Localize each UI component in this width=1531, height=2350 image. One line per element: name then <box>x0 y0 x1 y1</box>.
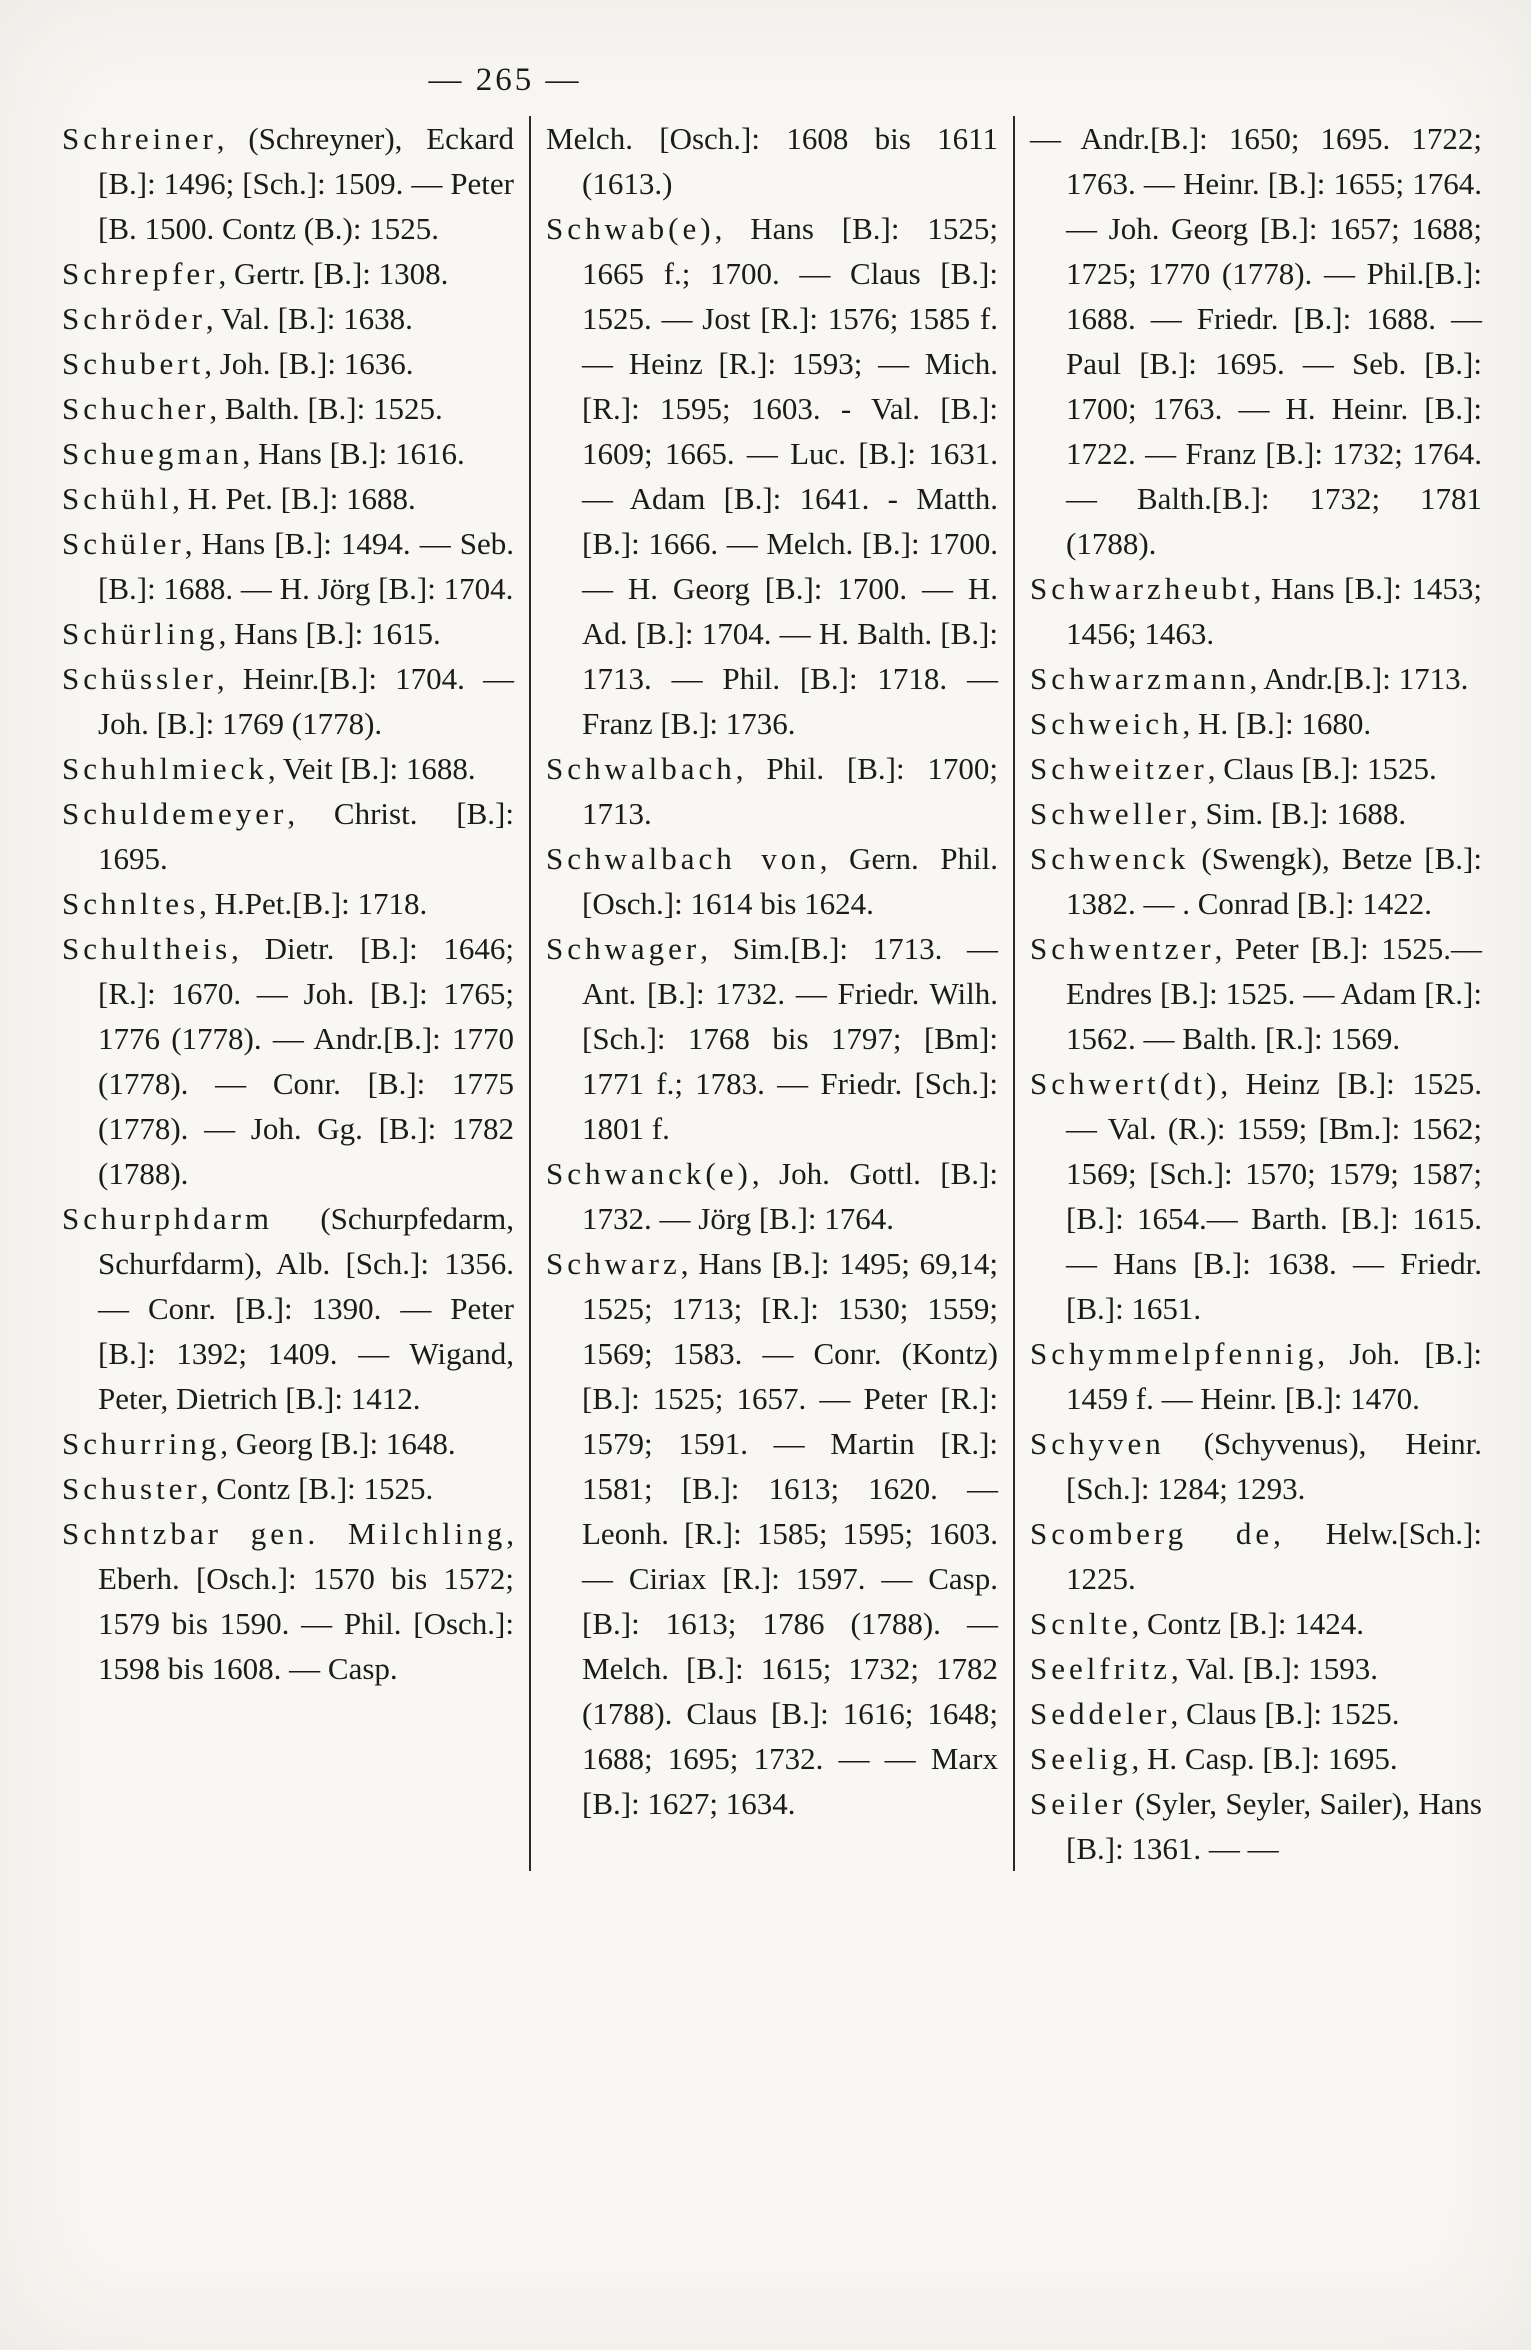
entry-text: Melch. [Osch.]: 1608 bis 1611 (1613.) <box>546 121 998 201</box>
entry-text: , Andr.[B.]: 1713. <box>1249 661 1469 696</box>
entry-surname: Schrepfer <box>62 256 219 291</box>
directory-entry <box>62 251 514 296</box>
directory-entry <box>1030 746 1482 791</box>
entry-text: , Joh. [B.]: 1459 f. — Heinr. [B.]: 1470. <box>1066 1336 1482 1416</box>
directory-entry <box>1030 566 1482 656</box>
entry-text: , Contz [B.]: 1424. <box>1131 1606 1364 1641</box>
entry-text: , Sim. [B.]: 1688. <box>1189 796 1407 831</box>
entry-text: , H.Pet.[B.]: 1718. <box>199 886 428 921</box>
entry-surname: Schüssler <box>62 661 217 696</box>
entry-surname: Seddeler <box>1030 1696 1171 1731</box>
directory-entry <box>62 341 514 386</box>
entry-surname: Schweitzer <box>1030 751 1208 786</box>
entry-surname: Schwanck(e) <box>546 1156 752 1191</box>
entry-surname: Schuster <box>62 1471 201 1506</box>
entry-text: , Balth. [B.]: 1525. <box>209 391 443 426</box>
directory-entry <box>62 296 514 341</box>
directory-entry <box>62 476 514 521</box>
column-3 <box>1030 116 1482 1871</box>
directory-entry <box>62 611 514 656</box>
directory-entry <box>1030 926 1482 1061</box>
directory-entry <box>1030 701 1482 746</box>
entry-text: , Heinr.[B.]: 1704. — Joh. [B.]: 1769 (1778). <box>98 661 514 741</box>
entry-text: , Hans [B.]: 1616. <box>242 436 465 471</box>
entry-text: , Georg [B.]: 1648. <box>220 1426 456 1461</box>
entry-text: , Claus [B.]: 1525. <box>1207 751 1437 786</box>
entry-surname: Schwert(dt) <box>1030 1066 1221 1101</box>
entry-surname: Schuldemeyer <box>62 796 288 831</box>
entry-text: , Phil. [B.]: 1700; 1713. <box>582 751 998 831</box>
directory-entry <box>62 791 514 881</box>
entry-surname: Schüler <box>62 526 185 561</box>
entry-text: (Swengk), Betze [B.]: 1382. — . Conrad [B.]: 1422. <box>1066 841 1482 921</box>
entry-surname: Schwager <box>546 931 701 966</box>
directory-entry <box>1030 1646 1482 1691</box>
entry-text: , Hans [B.]: 1615. <box>218 616 441 651</box>
directory-entry <box>62 881 514 926</box>
directory-entry <box>1030 1061 1482 1331</box>
entry-surname: Schubert <box>62 346 205 381</box>
directory-entry <box>546 206 998 746</box>
directory-entry <box>1030 1421 1482 1511</box>
entry-surname: Schurphdarm <box>62 1201 274 1236</box>
entry-surname: Schürling <box>62 616 219 651</box>
entry-surname: Scnlte <box>1030 1606 1132 1641</box>
entry-surname: Seelfritz <box>1030 1651 1172 1686</box>
entry-surname: Schwalbach <box>546 751 736 786</box>
entry-surname: Seiler <box>1030 1786 1127 1821</box>
column-divider-1 <box>529 116 531 1871</box>
entry-text: , Val. [B.]: 1593. <box>1171 1651 1378 1686</box>
directory-entry <box>1030 791 1482 836</box>
entry-surname: Schröder <box>62 301 206 336</box>
entry-surname: Schyven <box>1030 1426 1165 1461</box>
column-1 <box>62 116 514 1871</box>
entry-surname: Schühl <box>62 481 173 516</box>
entry-text: (Schyvenus), Heinr. [Sch.]: 1284; 1293. <box>1066 1426 1482 1506</box>
entry-surname: Schuhlmieck <box>62 751 268 786</box>
entry-surname: Seelig <box>1030 1741 1132 1776</box>
entry-text: , Contz [B.]: 1525. <box>200 1471 434 1506</box>
entry-text: , Heinz [B.]: 1525. — Val. (R.): 1559; [Bm.]: 1562; 1569; [Sch.]: 1570; 1579; 1587; [B.]: 1654.— Barth. [B.]: 1615. — Hans [B.]: 1638. — Friedr. [B.]: 1651. <box>1066 1066 1482 1326</box>
entry-surname: Schreiner <box>62 121 217 156</box>
entry-surname: Schwarz <box>546 1246 681 1281</box>
directory-entry <box>62 1196 514 1421</box>
directory-entry <box>1030 1511 1482 1601</box>
directory-entry <box>1030 116 1482 566</box>
directory-entry <box>1030 1601 1482 1646</box>
directory-entry <box>546 836 998 926</box>
columns-container <box>62 116 1482 1871</box>
entry-surname: Schnltes <box>62 886 200 921</box>
entry-text: , Sim.[B.]: 1713. — Ant. [B.]: 1732. — Friedr. Wilh. [Sch.]: 1768 bis 1797; [Bm]: 1771 f.; 1783. — Friedr. [Sch.]: 1801 f. <box>582 931 998 1146</box>
directory-entry <box>546 1241 998 1826</box>
directory-entry <box>1030 1691 1482 1736</box>
entry-text: , Claus [B.]: 1525. <box>1170 1696 1400 1731</box>
entry-text: , Eberh. [Osch.]: 1570 bis 1572; 1579 bis 1590. — Phil. [Osch.]: 1598 bis 1608. — Casp. <box>98 1516 514 1686</box>
entry-text: , H. Casp. [B.]: 1695. <box>1131 1741 1398 1776</box>
directory-entry <box>1030 1736 1482 1781</box>
entry-text: , Peter [B.]: 1525.—Endres [B.]: 1525. — Adam [R.]: 1562. — Balth. [R.]: 1569. <box>1066 931 1482 1056</box>
directory-entry <box>1030 656 1482 701</box>
entry-text: (Syler, Seyler, Sailer), Hans [B.]: 1361. — — <box>1066 1786 1482 1866</box>
entry-text: , Val. [B.]: 1638. <box>205 301 413 336</box>
entry-surname: Scomberg de <box>1030 1516 1274 1551</box>
directory-entry <box>1030 1331 1482 1421</box>
entry-surname: Schucher <box>62 391 210 426</box>
entry-surname: Schultheis <box>62 931 232 966</box>
entry-text: , (Schreyner), Eckard [B.]: 1496; [Sch.]: 1509. — Peter [B. 1500. Contz (B.): 1525. <box>98 121 514 246</box>
entry-surname: Schntzbar gen. Milchling <box>62 1516 507 1551</box>
entry-text: , Joh. [B.]: 1636. <box>204 346 414 381</box>
entry-surname: Schweich <box>1030 706 1183 741</box>
entry-text: , Hans [B.]: 1494. — Seb. [B.]: 1688. — H. Jörg [B.]: 1704. <box>98 526 514 606</box>
directory-entry <box>546 746 998 836</box>
directory-entry <box>546 926 998 1151</box>
column-2 <box>546 116 998 1871</box>
entry-surname: Schwenck <box>1030 841 1190 876</box>
directory-entry <box>62 386 514 431</box>
directory-entry <box>546 1151 998 1241</box>
directory-entry <box>62 1511 514 1691</box>
entry-surname: Schwentzer <box>1030 931 1215 966</box>
directory-entry <box>62 1466 514 1511</box>
directory-entry <box>62 1421 514 1466</box>
entry-surname: Schwab(e) <box>546 211 715 246</box>
entry-surname: Schymmelpfennig <box>1030 1336 1318 1371</box>
directory-entry <box>62 521 514 611</box>
entry-text: , Hans [B.]: 1525; 1665 f.; 1700. — Claus [B.]: 1525. — Jost [R.]: 1576; 1585 f. — Heinz [R.]: 1593; — Mich. [R.]: 1595; 1603. - Val. [B.]: 1609; 1665. — Luc. [B.]: 1631. — Adam [B.]: 1641. - Matth. [B.]: 1666. — Melch. [B.]: 1700. — H. Georg [B.]: 1700. — H. Ad. [B.]: 1704. — H. Balth. [B.]: 1713. — Phil. [B.]: 1718. — Franz [B.]: 1736. <box>582 211 998 741</box>
entry-text: , Dietr. [B.]: 1646; [R.]: 1670. — Joh. [B.]: 1765; 1776 (1778). — Andr.[B.]: 1770 (1778). — Conr. [B.]: 1775 (1778). — Joh. Gg. [B.]: 1782 (1788). <box>98 931 514 1191</box>
entry-text: , Veit [B.]: 1688. <box>267 751 476 786</box>
entry-surname: Schweller <box>1030 796 1190 831</box>
directory-entry <box>62 926 514 1196</box>
entry-text: , Helw.[Sch.]: 1225. <box>1066 1516 1482 1596</box>
entry-text: , Gern. Phil. [Osch.]: 1614 bis 1624. <box>582 841 999 921</box>
entry-surname: Schurring <box>62 1426 221 1461</box>
entry-surname: Schuegman <box>62 436 243 471</box>
directory-entry <box>1030 1781 1482 1871</box>
directory-entry <box>1030 836 1482 926</box>
directory-entry <box>62 116 514 251</box>
entry-text: , H. [B.]: 1680. <box>1182 706 1372 741</box>
directory-entry <box>546 116 998 206</box>
directory-entry <box>62 656 514 746</box>
entry-text: , H. Pet. [B.]: 1688. <box>172 481 416 516</box>
entry-surname: Schwalbach von <box>546 841 820 876</box>
entry-text: , Christ. [B.]: 1695. <box>98 796 514 876</box>
column-divider-2 <box>1013 116 1015 1871</box>
directory-entry <box>62 746 514 791</box>
entry-surname: Schwarzmann <box>1030 661 1250 696</box>
entry-text: (Schurpfedarm, Schurfdarm), Alb. [Sch.]: 1356. — Conr. [B.]: 1390. — Peter [B.]: 1392; 1409. — Wigand, Peter, Dietrich [B.]: 1412. <box>98 1201 514 1416</box>
entry-surname: Schwarzheubt <box>1030 571 1254 606</box>
entry-text: , Hans [B.]: 1453; 1456; 1463. <box>1066 571 1482 651</box>
entry-text: , Hans [B.]: 1495; 69,14; 1525; 1713; [R.]: 1530; 1559; 1569; 1583. — Conr. (Kontz) [B.]: 1525; 1657. — Peter [R.]: 1579; 1591. — Martin [R.]: 1581; [B.]: 1613; 1620. — Leonh. [R.]: 1585; 1595; 1603. — Ciriax [R.]: 1597. — Casp. [B.]: 1613; 1786 (1788). — Melch. [B.]: 1615; 1732; 1782 (1788). Claus [B.]: 1616; 1648; 1688; 1695; 1732. — — Marx [B.]: 1627; 1634. <box>582 1246 998 1821</box>
page-number: — 265 — <box>428 62 582 98</box>
entry-text: , Gertr. [B.]: 1308. <box>218 256 449 291</box>
entry-text: , Joh. Gottl. [B.]: 1732. — Jörg [B.]: 1764. <box>582 1156 998 1236</box>
directory-entry <box>62 431 514 476</box>
entry-text: — Andr.[B.]: 1650; 1695. 1722; 1763. — Heinr. [B.]: 1655; 1764. — Joh. Georg [B.]: 1657; 1688; 1725; 1770 (1778). — Phil.[B.]: 1688. — Friedr. [B.]: 1688. — Paul [B.]: 1695. — Seb. [B.]: 1700; 1763. — H. Heinr. [B.]: 1722. — Franz [B.]: 1732; 1764. — Balth.[B.]: 1732; 1781 (1788). <box>1030 121 1482 561</box>
